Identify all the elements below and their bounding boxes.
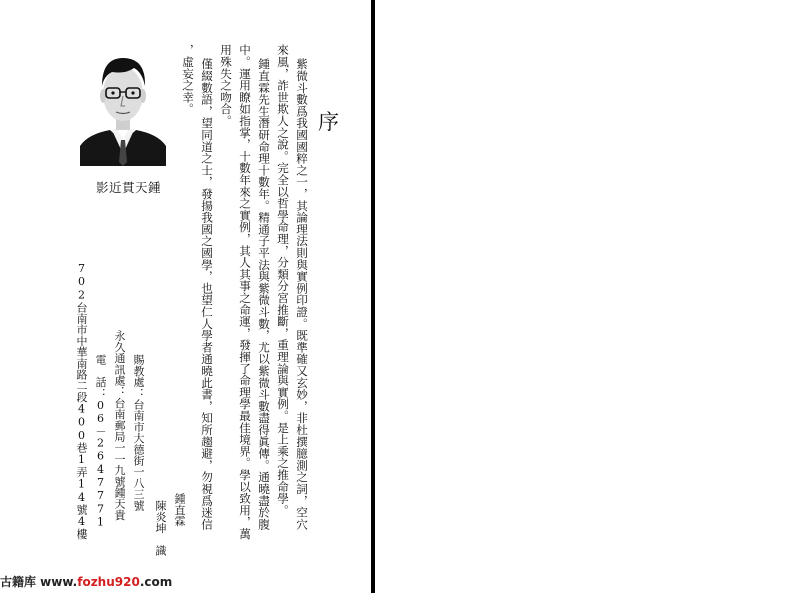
contact-office: 賜教處：台南市大德街一八三號 — [132, 354, 145, 511]
contact-mailing: 永久通訊處：台南郵局一一九號鍾天貴 — [113, 330, 126, 521]
watermark-prefix: 古籍库 www. — [0, 575, 78, 589]
signature-name-2: 陳炎坤 識 — [154, 500, 167, 556]
preface-line-3: 鍾直霖先生潛研命理十數年。精通子平法與紫微斗數，尤以紫微斗數盡得眞傳。通曉盡於腹 — [257, 58, 271, 530]
preface-line-1: 紫微斗數爲我國國粹之一，其論理法則與實例印證。既準確又玄妙，非杜撰臆測之詞，空穴 — [295, 58, 309, 530]
watermark-highlight: fozhu920 — [77, 575, 140, 589]
signature-name-1: 鍾直霖 — [173, 493, 186, 527]
preface-line-4: 中。運用瞭如指掌，十數年來之實例，其人其事之命運，發揮了命理學最佳境界。學以致用，萬 — [238, 44, 252, 540]
contact-address: 702台南市中華南路二段400巷1弄14號4樓 — [75, 262, 88, 540]
contact-phone: 電 話：06－2647771 — [94, 354, 107, 529]
preface-line-7: ，虛妄之幸。 — [181, 44, 195, 115]
preface-line-2: 來風，詐世欺人之說。完全以哲學命理，分類分宮推斷，重理論與實例。是上乘之推命學。 — [276, 44, 290, 516]
preface-line-6: 僅綴數語，望同道之士，發揚我國之國學，也望仁人學者通曉此書，知所趨避，勿視爲迷信 — [200, 58, 214, 530]
author-portrait-image — [80, 50, 166, 166]
watermark-suffix: .com — [139, 575, 173, 589]
author-portrait — [80, 50, 166, 166]
preface-title: 序 — [318, 110, 339, 134]
preface-line-5: 用殊失之吻合。 — [219, 44, 233, 127]
site-watermark — [0, 572, 180, 593]
page-fold-line — [371, 0, 375, 593]
portrait-caption: 影近貫天鍾 — [96, 180, 162, 195]
